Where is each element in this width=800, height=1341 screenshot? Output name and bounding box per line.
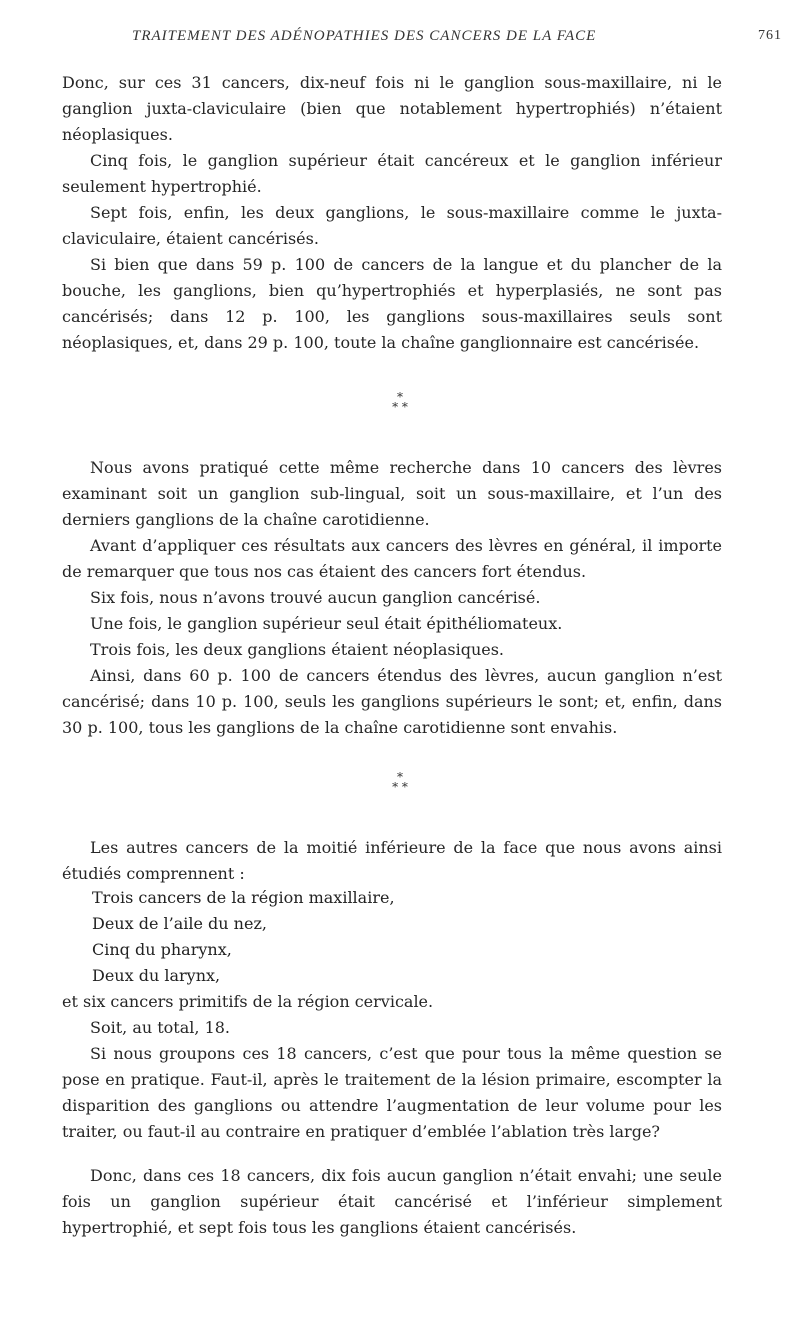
separator-star-top: * <box>397 390 403 404</box>
paragraph-s3-p3: Soit, au total, 18. <box>90 1018 231 1037</box>
paragraph-s2-p5: Trois fois, les deux ganglions étaient néoplasiques. <box>90 640 505 659</box>
paragraph-s1-p2: Cinq fois, le ganglion supérieur était cancéreux et le ganglion inférieur seulement hypertrophié. <box>62 151 722 196</box>
cancer-list <box>92 885 692 989</box>
list-item: Cinq du pharynx, <box>92 940 232 959</box>
list-item: Trois cancers de la région maxillaire, <box>92 888 395 907</box>
paragraph-s3-p4: Si nous groupons ces 18 cancers, c’est que pour tous la même question se pose en pratique. Faut-il, après le traitement de la lésion primaire, escompter la disparition des ganglions ou attendre l’augmentation de leur volume pour les traiter, ou faut-il au contraire en pratiquer d’emblée l’ablation très large? <box>62 1044 722 1141</box>
paragraph-s2-p4: Une fois, le ganglion supérieur seul était épithéliomateux. <box>90 614 563 633</box>
paragraph-s1-p1: Donc, sur ces 31 cancers, dix-neuf fois ni le ganglion sous-maxillaire, ni le ganglion juxta-claviculaire (bien que notablement hypertrophiés) n’étaient néoplasiques. <box>62 73 722 144</box>
paragraph-s2-p3: Six fois, nous n’avons trouvé aucun ganglion cancérisé. <box>90 588 541 607</box>
paragraph-s2-p6: Ainsi, dans 60 p. 100 de cancers étendus des lèvres, aucun ganglion n’est cancérisé; dans 10 p. 100, seuls les ganglions supérieurs le sont; et, enfin, dans 30 p. 100, tous les ganglions de la chaîne carotidienne sont envahis. <box>62 666 722 737</box>
running-header <box>0 28 800 52</box>
separator-star-bottom: * * <box>392 400 408 414</box>
paragraph-s3-p5: Donc, dans ces 18 cancers, dix fois aucun ganglion n’était envahi; une seule fois un ganglion supérieur était cancérisé et l’inférieur simplement hypertrophié, et sept fois tous les ganglions étaient cancérisés. <box>62 1166 722 1237</box>
page-number: 761 <box>758 28 782 43</box>
section-separator-2 <box>0 772 800 792</box>
list-item: Deux du larynx, <box>92 966 221 985</box>
paragraph-s2-p2: Avant d’appliquer ces résultats aux cancers des lèvres en général, il importe de remarquer que tous nos cas étaient des cancers fort étendus. <box>62 536 722 581</box>
separator-star-bottom: * * <box>392 780 408 794</box>
section-separator-1 <box>0 392 800 412</box>
paragraph-s2-p1: Nous avons pratiqué cette même recherche dans 10 cancers des lèvres examinant soit un ganglion sub-lingual, soit un sous-maxillaire, et l’un des derniers ganglions de la chaîne carotidienne. <box>62 458 722 529</box>
paragraph-s1-p4: Si bien que dans 59 p. 100 de cancers de la langue et du plancher de la bouche, les ganglions, bien qu’hypertrophiés et hyperplasiés, ne sont pas cancérisés; dans 12 p. 100, les ganglions sous-maxillaires seuls sont néoplasiques, et, dans 29 p. 100, toute la chaîne ganglionnaire est cancérisée. <box>62 255 722 352</box>
separator-star-top: * <box>397 770 403 784</box>
paragraph-s1-p3: Sept fois, enfin, les deux ganglions, le sous-maxillaire comme le juxta-claviculaire, étaient cancérisés. <box>62 203 722 248</box>
paragraph-s3-p2: et six cancers primitifs de la région cervicale. <box>62 992 434 1011</box>
running-title: TRAITEMENT DES ADÉNOPATHIES DES CANCERS DE LA FACE <box>132 28 597 44</box>
list-item: Deux de l’aile du nez, <box>92 914 267 933</box>
paragraph-s3-p1: Les autres cancers de la moitié inférieure de la face que nous avons ainsi étudiés comprennent : <box>62 838 722 883</box>
